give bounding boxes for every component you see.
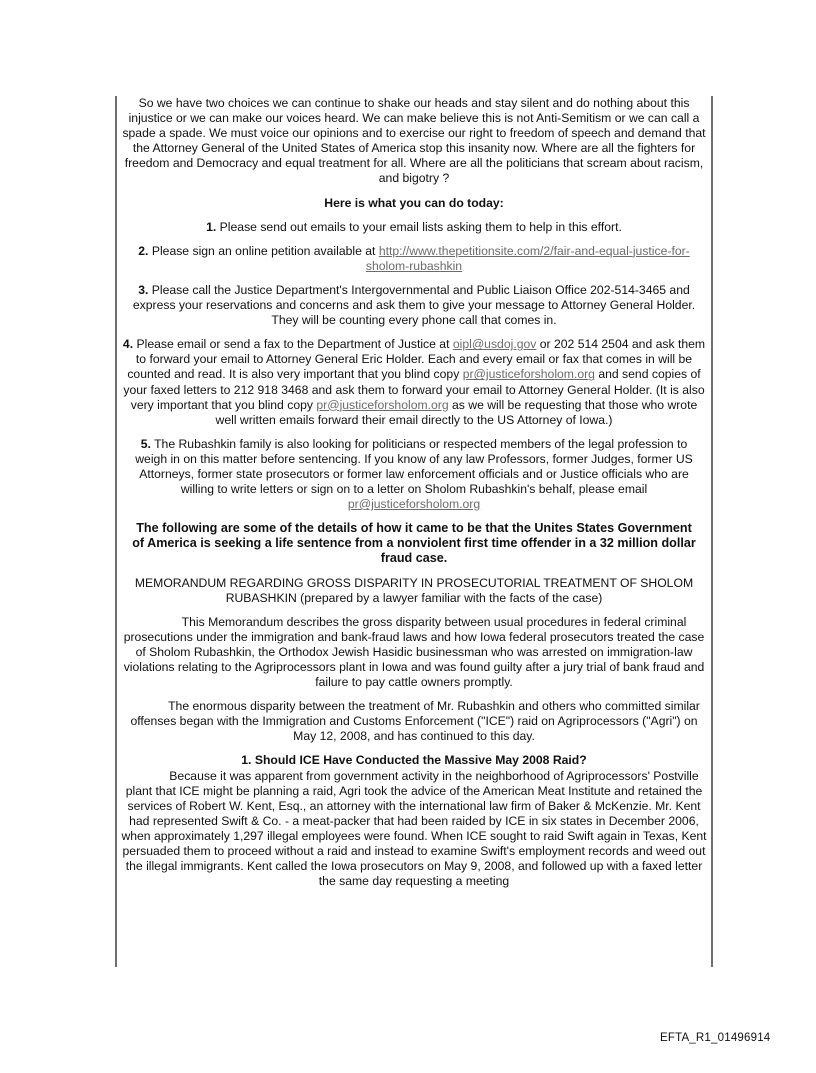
action-item-2 bbox=[119, 244, 709, 274]
memo-paragraph-2 bbox=[119, 699, 709, 744]
section-1-text bbox=[119, 769, 709, 890]
item-text: Please call the Justice Department's Intergovernmental and Public Liaison Office 202-514-3465 and express your reservations and concerns and ask them to give your message to Attorney General Holder. They will be counting every phone call that comes in. bbox=[132, 282, 696, 328]
memo-paragraph-1 bbox=[119, 615, 709, 690]
memo-paragraph-2-text: The enormous disparity between the treatment of Mr. Rubashkin and others who committed similar offenses began with the Immigration and Customs Enforcement ("ICE") raid on Agriprocessors ("Agri") on May 12, 2008, and has continued to this day. bbox=[130, 699, 700, 744]
item-text: Please send out emails to your email lists asking them to help in this effort. bbox=[216, 219, 622, 234]
pr-email-link[interactable]: pr@justiceforsholom.org bbox=[316, 397, 449, 412]
item-text: The Rubashkin family is also looking for politicians or respected members of the legal profession to weigh in on this matter before sentencing. If you know of any law Professors, former Judges, former US Attorneys, former state prosecutors or former law enforcement officials and or Justice officials who are willing to write letters or sign on to a letter on Sholom Rubashkin's behalf, please email bbox=[135, 436, 693, 497]
item-text: as we will be requesting that those who wrote well written emails forward their email directly to the US Attorney of Iowa.) bbox=[215, 397, 698, 427]
item-text: and send copies of your faxed letters to 212 918 3468 and ask them to forward your email to Attorney General Holder. (It is also very important that you blind copy bbox=[123, 367, 705, 412]
action-item-3 bbox=[119, 283, 709, 328]
item-text: Please email or send a fax to the Department of Justice at bbox=[133, 337, 453, 352]
petition-link[interactable]: http://www.thepetitionsite.com/2/fair-and-equal-justice-for-sholom-rubashkin bbox=[365, 243, 690, 273]
item-number: 5. bbox=[140, 436, 151, 451]
section-1-heading: 1. Should ICE Have Conducted the Massive May 2008 Raid? bbox=[241, 753, 587, 768]
details-heading: The following are some of the details of how it came to be that the Unites States Government of America is seeking a life sentence from a nonviolent first time offender in a 32 million dollar fraud case. bbox=[132, 521, 696, 566]
item-text: Please sign an online petition available at bbox=[148, 243, 379, 258]
pr-email-link[interactable]: pr@justiceforsholom.org bbox=[462, 367, 595, 382]
item-number: 3. bbox=[138, 282, 149, 297]
pr-email-link[interactable]: pr@justiceforsholom.org bbox=[347, 497, 481, 512]
document-id-footer: EFTA_R1_01496914 bbox=[660, 1032, 771, 1044]
document-body bbox=[115, 96, 713, 967]
action-item-1 bbox=[119, 220, 709, 235]
section-1-text-body: Because it was apparent from government activity in the neighborhood of Agriprocessors' Postville plant that ICE might be planning a raid, Agri took the advice of the American Meat Institute and retained the services of Robert W. Kent, Esq., an attorney with the international law firm of Baker & McKenzie. Mr. Kent had represented Swift & Co. - a meat-packer that had been raided by ICE in six states in December 2006, when approximately 1,297 illegal employees were found. When ICE sought to raid Swift again in Texas, Kent persuaded them to proceed without a raid and instead to examine Swift's employment records and weed out the illegal immigrants. Kent called the Iowa prosecutors on May 9, 2008, and followed up with a faxed letter the same day requesting a meeting bbox=[121, 768, 707, 889]
todo-heading: Here is what you can do today: bbox=[324, 195, 504, 210]
memo-title: MEMORANDUM REGARDING GROSS DISPARITY IN PROSECUTORIAL TREATMENT OF SHOLOM RUBASHKIN (prepared by a lawyer familiar with the facts of the case) bbox=[134, 575, 694, 605]
action-item-5 bbox=[119, 437, 709, 512]
item-number: 1. bbox=[206, 219, 217, 234]
memo-paragraph-1-text: This Memorandum describes the gross disparity between usual procedures in federal criminal prosecutions under the immigration and bank-fraud laws and how Iowa federal prosecutors treated the case of Sholom Rubashkin, the Orthodox Jewish Hasidic businessman who was arrested on immigration-law violations relating to the Agriprocessors plant in Iowa and was found guilty after a jury trial of bank fraud and failure to pay cattle owners promptly. bbox=[123, 614, 705, 690]
item-number: 2. bbox=[138, 243, 149, 258]
intro-paragraph: So we have two choices we can continue to shake our heads and stay silent and do nothing about this injustice or we can make our voices heard. We can make believe this is not Anti-Semitism or we can call a spade a spade. We must voice our opinions and to exercise our right to freedom of speech and demand that the Attorney General of the United States of America stop this insanity now. Where are all the fighters for freedom and Democracy and equal treatment for all. Where are all the politicians that scream about racism, and bigotry ? bbox=[122, 96, 706, 186]
item-number: 4. bbox=[122, 337, 134, 352]
action-item-4 bbox=[119, 337, 709, 428]
doj-email-link[interactable]: oipl@usdoj.gov bbox=[452, 337, 537, 352]
item-text: or 202 514 2504 and ask them to forward your email to Attorney General Eric Holder. Each and every email or fax that comes in will be counted and read. It is also very important that you blind copy bbox=[127, 337, 706, 382]
